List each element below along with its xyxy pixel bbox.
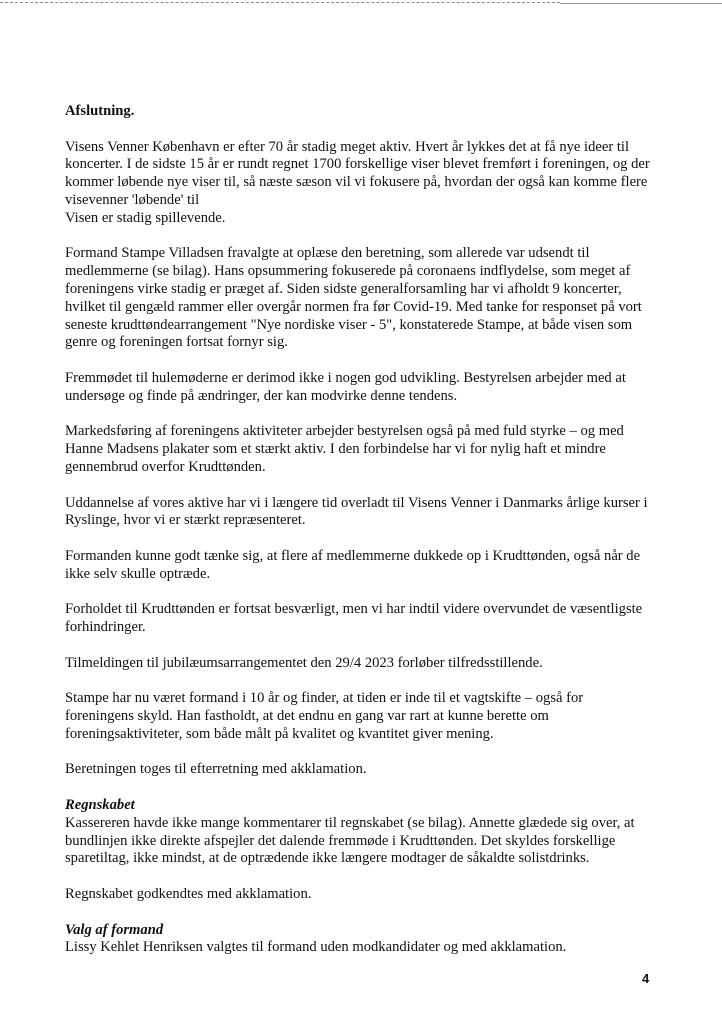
text-line: genre og foreningen fortsat fornyr sig. — [65, 334, 288, 351]
text-line: undersøge og finde på ændringer, der kan modvirke denne tendens. — [65, 387, 458, 404]
text-line: foreningens skyld. Han fastholdt, at det endnu en gang var rart at kunne berette om — [65, 708, 549, 725]
text-line: Visen er stadig spillevende. — [65, 209, 226, 226]
text-line: Formand Stampe Villadsen fravalgte at oplæse den beretning, som allerede var udsendt til — [65, 245, 590, 262]
text-line: Tilmeldingen til jubilæumsarrangementet den 29/4 2023 forløber tilfredsstillende. — [65, 654, 543, 671]
valg-paragraph: Lissy Kehlet Henriksen valgtes til formand uden modkandidater og med akklamation. — [65, 939, 567, 956]
text-line: seneste krudttøndearrangement "Nye nordiske viser - 5", konstaterede Stampe, at både visen som — [65, 316, 633, 333]
text-line: Kassereren havde ikke mange kommentarer til regnskabet (se bilag). Annette glædede sig over, at — [65, 814, 635, 831]
text-line: Markedsføring af foreningens aktiviteter arbejder bestyrelsen også på med fuld styrke – og med — [65, 423, 624, 440]
text-line: Stampe har nu været formand i 10 år og finder, at tiden er inde til et vagtskifte – også for — [65, 690, 584, 707]
body-paragraph — [65, 139, 665, 228]
scan-edge-dashed-line — [0, 2, 560, 3]
text-line: visevenner 'løbende' til — [65, 191, 200, 208]
body-paragraph — [65, 548, 665, 584]
text-line: Visens Venner København er efter 70 år stadig meget aktiv. Hvert år lykkes det at få nye ideer til — [65, 138, 630, 155]
text-line: hvilket til gengæld rammer eller overgår normen fra før Covid-19. Med tanke for responset på vort — [65, 298, 642, 315]
text-line: forhindringer. — [65, 619, 146, 636]
regnskab-paragraph — [65, 815, 665, 868]
text-line: gennembrud overfor Krudttønden. — [65, 458, 266, 475]
regnskab-approval: Regnskabet godkendtes med akklamation. — [65, 886, 312, 903]
text-line: sparetiltag, ikke mindst, at de optrædende ikke længere modtager de såkaldte solistdrinks. — [65, 850, 590, 867]
body-paragraph — [65, 495, 665, 531]
text-line: Formanden kunne godt tænke sig, at flere af medlemmerne dukkede op i Krudttønden, også når de — [65, 547, 641, 564]
body-paragraph — [65, 423, 665, 476]
text-line: bundlinjen ikke direkte afspejler det dalende fremmøde i Krudttønden. Det skyldes forskellige — [65, 832, 616, 849]
paragraph-list — [65, 139, 665, 780]
text-line: Fremmødet til hulemøderne er derimod ikke i nogen god udvikling. Bestyrelsen arbejder med at — [65, 369, 626, 386]
text-line: foreningens virke stadig er præget af. Siden sidste generalforsamling har vi afholdt 9 koncerter, — [65, 280, 622, 297]
text-line: ikke selv skulle optræde. — [65, 565, 211, 582]
text-line: Ryslinge, hvor vi er stærkt repræsenteret. — [65, 512, 306, 529]
body-paragraph — [65, 601, 665, 637]
body-paragraph — [65, 761, 665, 779]
body-paragraph — [65, 370, 665, 406]
scan-edge-solid-line — [560, 3, 722, 4]
page-number: 4 — [642, 971, 650, 986]
text-line: Uddannelse af vores aktive har vi i længere tid overladt til Visens Venner i Danmarks årlige kurser i — [65, 494, 648, 511]
body-paragraph — [65, 655, 665, 673]
scan-edge — [0, 0, 722, 6]
body-paragraph — [65, 245, 665, 352]
text-line: Hanne Madsens plakater som et stærkt aktiv. I den forbindelse har vi for nylig haft et mindre — [65, 441, 606, 458]
text-line: kommer løbende nye viser til, så næste sæson vil vi fokusere på, hvordan der også kan komme flere — [65, 174, 648, 191]
text-line: medlemmerne (se bilag). Hans opsummering fokuserede på coronaens indflydelse, som meget af — [65, 263, 631, 280]
text-line: koncerter. I de sidste 15 år er rundt regnet 1700 forskellige viser blevet fremført i foreningen, og der — [65, 156, 650, 173]
section-title: Afslutning. — [65, 103, 135, 119]
valg-heading: Valg af formand — [65, 921, 164, 938]
text-line: Beretningen toges til efterretning med akklamation. — [65, 761, 367, 778]
document-body — [65, 103, 665, 975]
body-paragraph — [65, 690, 665, 743]
text-line: Forholdet til Krudttønden er fortsat besværligt, men vi har indtil videre overvundet de væsentligste — [65, 601, 643, 618]
regnskab-heading: Regnskabet — [65, 797, 135, 814]
text-line: foreningsaktiviteter, som både målt på kvalitet og kvantitet giver mening. — [65, 725, 494, 742]
